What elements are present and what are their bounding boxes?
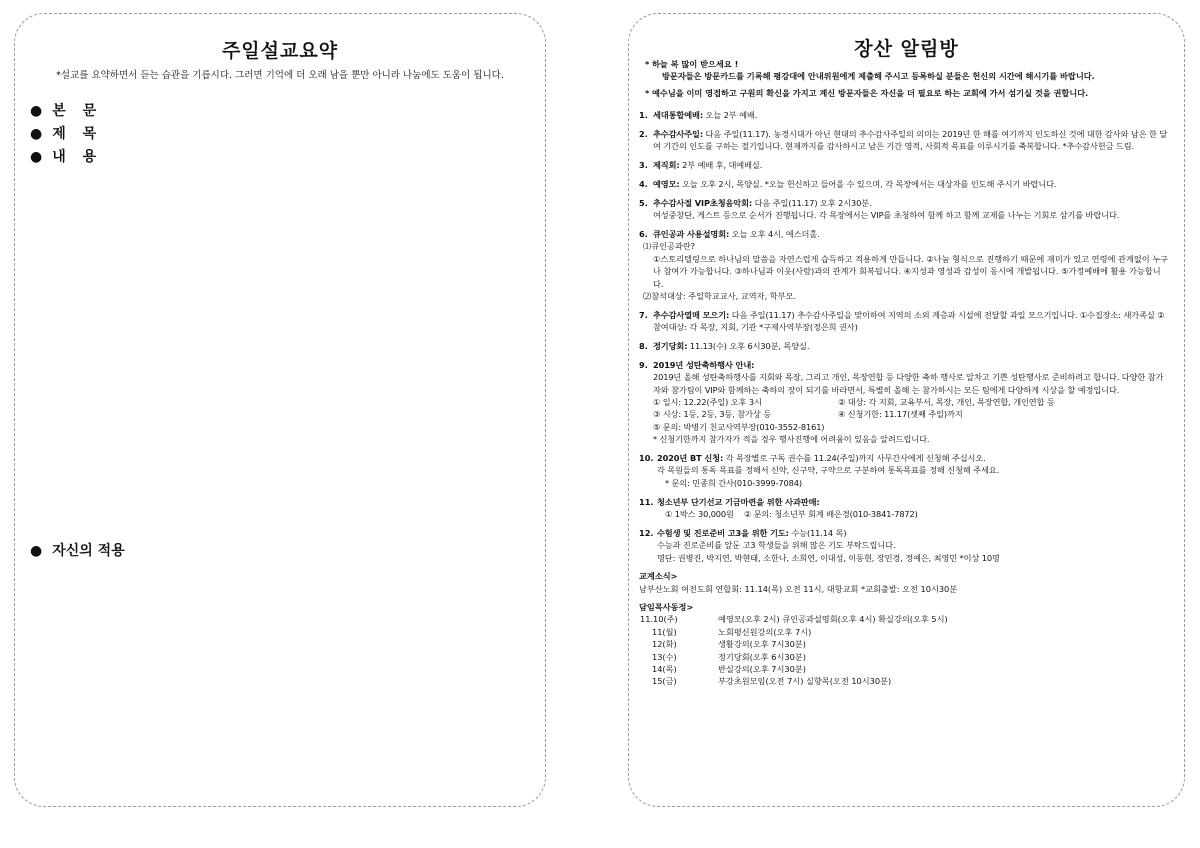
- header-recommendation: * 예수님을 이미 영접하고 구원의 확신을 가지고 계신 방문자들은 자신을 더 필요로 하는 교회에 가서 섬기실 것을 권합니다.: [645, 87, 1089, 98]
- application-label: 자신의 적용: [52, 543, 125, 559]
- schedule-row: 13(수) 정기당회(오후 6시30분): [652, 651, 806, 662]
- schedule-row: 11(월) 노회평신원강의(오후 7시): [652, 626, 812, 637]
- notice-subline: ⑴큐인공과란?: [643, 241, 696, 252]
- header-greeting: * 하늘 복 많이 받으세요 !: [645, 59, 739, 69]
- schedule-row: 12(화) 생활강의(오후 7시30분): [652, 639, 806, 650]
- notice-item: 4. 예영모: 오늘 오후 2시, 목양실. *오늘 헌신하고 들어올 수 있으며, 각 목장에서는 대상자를 인도해 주시기 바랍니다.: [639, 179, 1057, 190]
- bullet-dot: ●: [30, 103, 43, 119]
- bullet-title: [30, 123, 102, 143]
- notice-item: 7. 추수감사열매 모으기: 다음 주일(11.17) 추수감사주일을 맞이하여 지역의 소외 계층과 시설에 전달할 과일 모으기입니다. ①수집장소: 새가족실 ②참여대상: 각 목장, 지회, 기관 *구제사역부장(정은희 권사): [639, 309, 1165, 333]
- announcements-content: [639, 58, 1170, 688]
- sermon-summary-note: *설교를 요약하면서 듣는 습관을 기릅시다. 그러면 기억에 더 오래 남을 뿐만 아니라 나눔에도 도움이 됩니다.: [56, 70, 504, 81]
- notice-item: 3. 제직회: 2부 예배 후, 대예배실.: [639, 160, 763, 171]
- church-news-title: 교계소식>: [639, 571, 678, 582]
- bullet-content: [30, 146, 102, 166]
- scripture-label: 본 문: [52, 103, 103, 119]
- title-label: 제 목: [52, 126, 103, 142]
- sermon-summary-title: 주일설교요약: [221, 40, 339, 62]
- notice-item: 5. 추수감사절 VIP초청음악회: 다음 주일(11.17) 오후 2시30분. 여성중창단, 게스트 등으로 순서가 진행됩니다. 각 목장에서는 VIP를 초청하여 함께 하고 함께 교제를 나누는 기회로 삼기를 바랍니다.: [639, 197, 1120, 221]
- announcements-card: [628, 13, 1185, 807]
- notice-subline: ⑵참석대상: 주일학교교사, 교역자, 학부모.: [643, 291, 797, 302]
- notice-item: 8. 정기당회: 11.13(수) 오후 6시30분, 목양실.: [639, 341, 810, 352]
- schedule-row: 14(목) 반실강의(오후 7시30분): [652, 663, 806, 674]
- notice-subline: ①스토리텔링으로 하나님의 말씀을 자연스럽게 습득하고 적용하게 만듭니다. ②나눔 형식으로 진행하기 때문에 재미가 있고 연령에 관계없이 누구나 참여가 가능합니다. ③하나님과 이웃(사람)과의 관계가 회복됩니다. ④지성과 영성과 감성이 동시에 개발됩니다. ⑤가정예배에 활용 가능합니다.: [653, 253, 1169, 289]
- sermon-summary-card: [14, 13, 546, 807]
- content-label: 내 용: [52, 149, 103, 165]
- bullet-dot: ●: [30, 543, 43, 559]
- schedule-row: 15(금) 부강초원모임(오전 7시) 실향목(오전 10시30분): [652, 676, 892, 687]
- bullet-scripture: [30, 100, 102, 120]
- announcements-title: 장산 알림방: [854, 38, 959, 60]
- notice-item: 10. 2020년 BT 신청: 각 목장별로 구독 권수를 11.24(주일)까지 사무간사에게 신청해 주십시오. 각 목원들의 통독 목표를 정해서 신약, 신구약, 구약으로 구분하여 통독목표를 정해 신청해 주세요. * 문의: 민종희 간사(010-3999-7084): [639, 453, 1000, 488]
- notice-item: 1. 세대통합예배: 오늘 2부 예배.: [639, 110, 758, 121]
- notice-item: 2. 추수감사주일: 다음 주일(11.17). 농경시대가 아닌 현대의 추수감사주일의 의미는 2019년 한 해를 여기까지 인도하신 것에 대한 감사와 남은 한 달여 기간의 인도를 구하는 절기입니다. 현재까지를 감사하시고 남은 기간 영적, 사회적 목표를 이루시기를 축복합니다. *추수감사헌금 드림.: [639, 129, 1168, 152]
- bullet-dot: ●: [30, 126, 43, 142]
- pastor-schedule-title: 담임목사동정>: [639, 601, 694, 612]
- church-news-text: 남부산노회 여전도회 연합회: 11.14(목) 오전 11시, 대항교회 *교회출발: 오전 10시30분: [639, 583, 958, 594]
- notice-item: 6. 큐인공과 사용설명회: 오늘 오후 4시, 에스더홀.: [639, 229, 820, 240]
- notice-item: 9. 2019년 성탄축하행사 안내: 2019년 올해 성탄축하행사를 지회와 목장, 그리고 개인, 목장연합 등 다양한 축하 행사로 알차고 기쁜 성탄행사로 준비하려고 합니다. 다양한 참가자와 참가팀이 VIP와 함께하는 축하의 장이 되기를 바라면서, 특별히 올해 는 참가하시는 모든 팀에게 다양하게 시상을 할 예정입니다. ① 일시: 12.22(주일) 오후 3시 ② 대상: 각 지회, 교육부서, 목장, 개인, 목장연합, 개인연합 등 ③ 시상: 1등, 2등, 3등, 참가상 등 ④ 신청기한: 11.17(셋째 주일)까지 ⑤ 문의: 박병기 친교사역부장(010-3552-8161) * 신청기한까지 참가자가 적을 경우 행사진행에 어려움이 있음을 알려드립니다.: [639, 359, 1164, 445]
- bullet-dot: ●: [30, 149, 43, 165]
- header-visitor-note: 방문자들은 방문카드를 기록해 평강대에 안내위원에게 제출해 주시고 등록하실 분들은 헌신의 시간에 해시기를 바랍니다.: [662, 71, 1095, 82]
- notice-item: 12. 수험생 및 진로준비 고3을 위한 기도: 수능(11.14 목) 수능과 진로준비를 앞둔 고3 학생들을 위해 많은 기도 부탁드립니다. 명단: 권병진, 박지연, 박현태, 소한나, 소희연, 이대성, 이동현, 장민경, 정예은, 최영민 *이상 10명: [639, 527, 1000, 563]
- bullet-application: [30, 540, 125, 560]
- schedule-row: 11.10(주) 예영모(오후 2시) 큐인공과설명회(오후 4시) 확실강의(오후 5시): [640, 614, 948, 625]
- notice-item: 11. 청소년부 단기선교 기금마련을 위한 사과판매: ① 1박스 30,000원 ② 문의: 청소년부 회계 배은경(010-3841-7872): [639, 496, 918, 520]
